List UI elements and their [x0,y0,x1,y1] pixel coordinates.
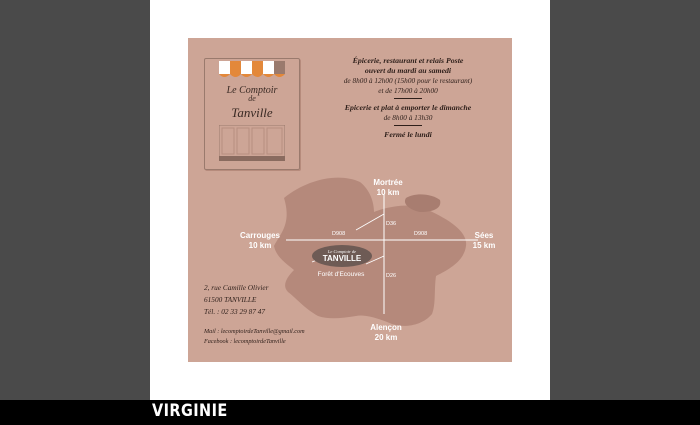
west-city-distance: 10 km [248,241,272,250]
forest-label: Forêt d'Ecouves [317,271,365,278]
logo-de: de [248,94,256,103]
contact-facebook: Facebook : lecomptoirdeTanville [204,338,286,345]
logo-title: Le Comptoir [226,85,278,96]
info-line-3: de 8h00 à 12h00 (15h00 pour le restaurant) [343,76,473,85]
west-city [230,231,290,251]
info-line-5: Epicerie et plat à emporter le dimanche [344,103,472,112]
road-label-d908-left: D908 [332,231,346,237]
address-city: 61500 TANVILLE [204,295,257,304]
awning-icon [219,61,285,79]
badge-small-text: Le Comptoir de [327,249,357,254]
info-line-7: Fermé le lundi [384,130,432,139]
logo-name: Tanville [231,105,273,120]
divider [394,125,422,126]
flyer-card [188,38,512,362]
caption-text: VIRGINIE [152,401,228,421]
caption-bar [0,400,700,425]
info-line-1: Épicerie, restaurant et relais Poste [352,56,464,65]
road-label-d36: D36 [386,221,397,227]
west-city-name: Carrouges [239,231,280,240]
address-street: 2, rue Camille Olivier [204,283,269,292]
shop-logo [204,58,300,170]
east-city-distance: 15 km [472,241,496,250]
north-city [362,178,414,198]
east-city-name: Sées [474,231,494,240]
road-label-d908-right: D908 [414,231,428,237]
address-phone: Tél. : 02 33 29 87 47 [204,307,266,316]
south-city-distance: 20 km [374,333,398,342]
south-city-name: Alençon [370,323,402,332]
badge-main-text: TANVILLE [322,254,362,263]
road-label-d26: D26 [386,273,397,279]
info-line-2: ouvert du mardi au samedi [364,66,452,75]
north-city-name: Mortrée [373,178,403,187]
east-city [468,231,500,251]
address-block [204,282,268,318]
shopfront-icon [219,125,285,161]
opening-hours [314,56,502,140]
south-city [360,323,412,343]
contact-block [204,327,305,347]
contact-mail: Mail : lecomptoirdeTanville@gmail.com [204,328,305,335]
north-city-distance: 10 km [376,188,400,197]
info-line-4: et de 17h00 à 20h00 [378,86,438,95]
divider [394,98,422,99]
info-line-6: de 8h00 à 13h30 [383,113,433,122]
